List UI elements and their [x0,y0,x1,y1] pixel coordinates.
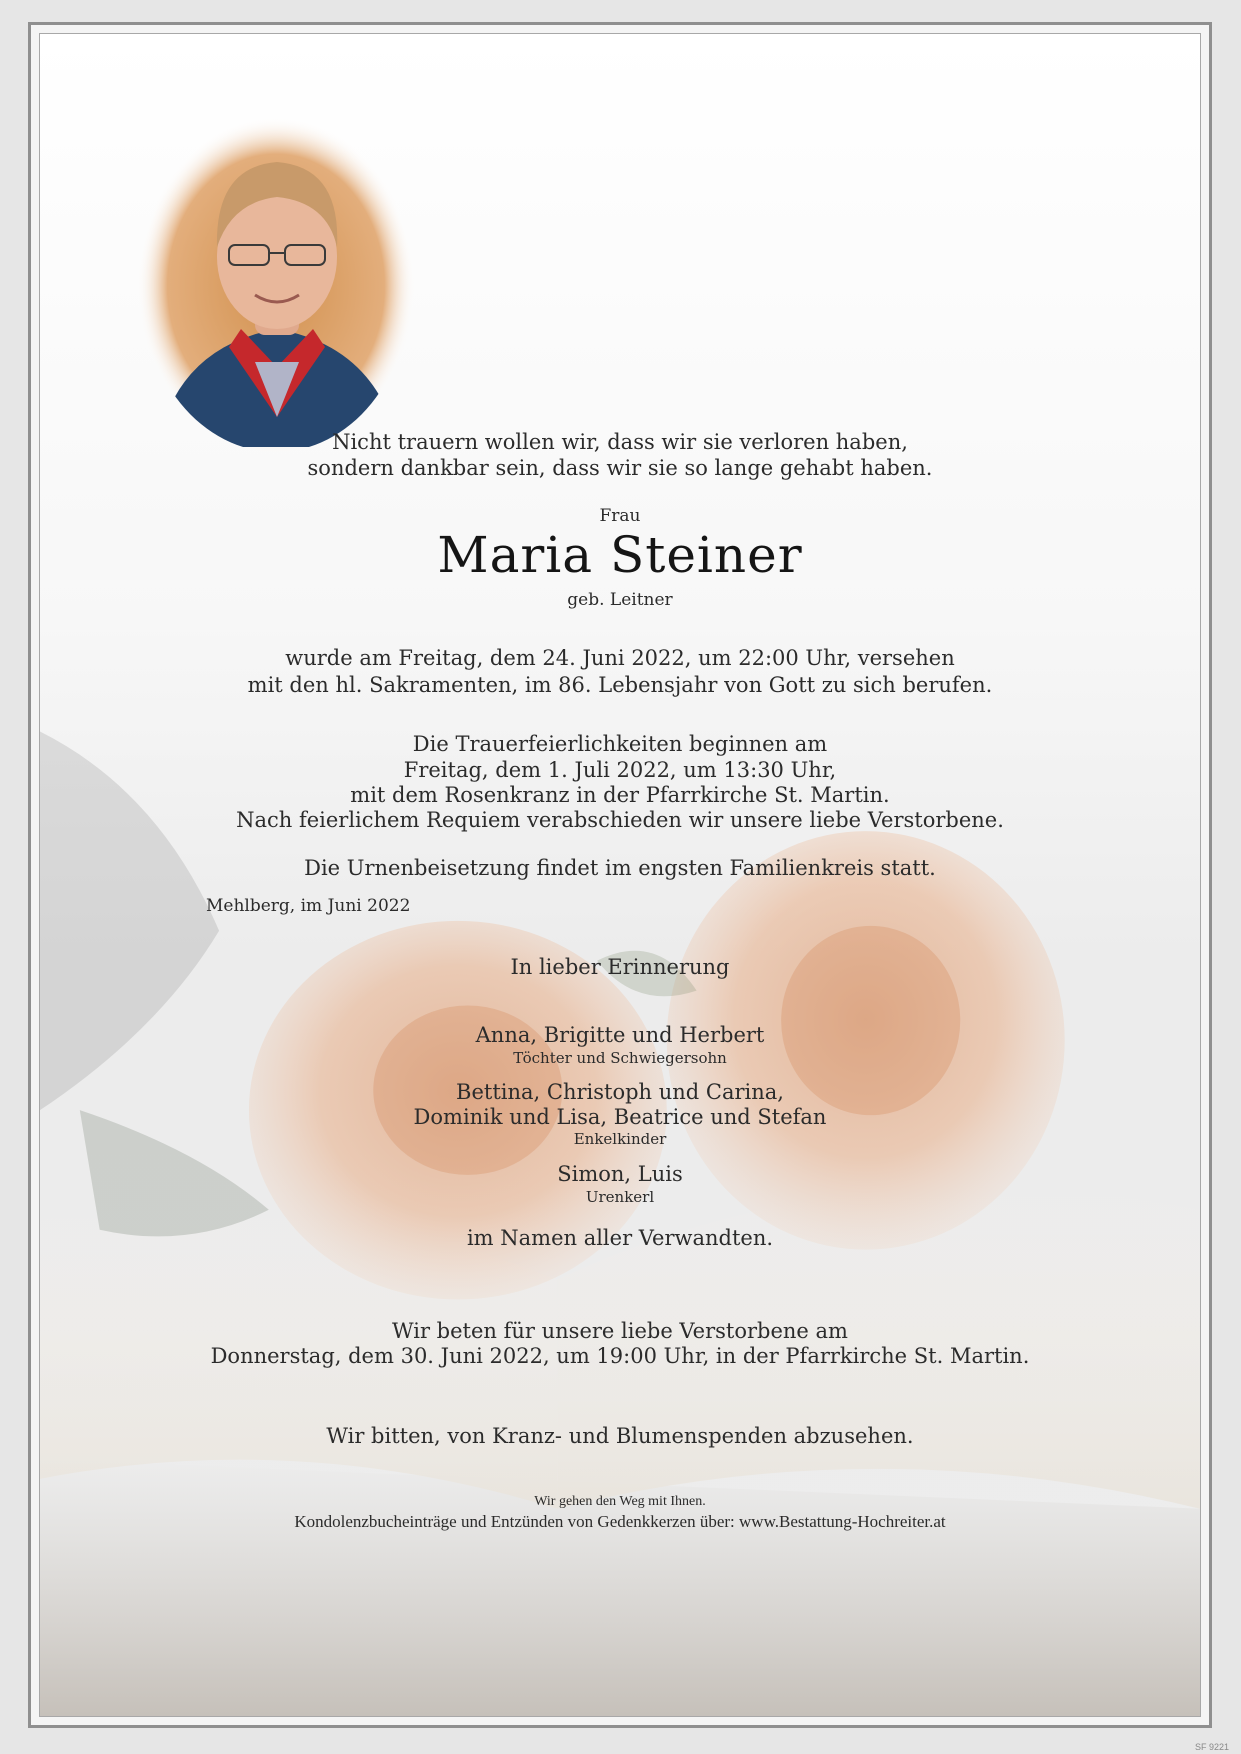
remembrance-heading: In lieber Erinnerung [510,955,730,979]
mourner-names: Bettina, Christoph und Carina, [456,1080,784,1104]
deceased-title: Frau [599,506,641,526]
prayer-line-1: Wir beten für unsere liebe Verstorbene am [392,1319,848,1343]
ceremony-line-1: Die Trauerfeierlichkeiten beginnen am [412,732,828,756]
quote-line-1: Nicht trauern wollen wir, dass wir sie verloren haben, [332,430,908,454]
obituary-text [40,34,1200,1716]
urn-burial-notice: Die Urnenbeisetzung findet im engsten Familienkreis statt. [304,856,936,880]
death-notice-line-1: wurde am Freitag, dem 24. Juni 2022, um 22:00 Uhr, versehen [285,646,955,670]
mourner-names: Dominik und Lisa, Beatrice und Stefan [413,1105,827,1129]
prayer-line-2: Donnerstag, dem 30. Juni 2022, um 19:00 Uhr, in der Pfarrkirche St. Martin. [210,1344,1030,1368]
death-notice-line-2: mit den hl. Sakramenten, im 86. Lebensjahr von Gott zu sich berufen. [247,673,993,697]
footer-condolence-link: Kondolenzbucheinträge und Entzünden von Gedenkkerzen über: www.Bestattung-Hochreiter.at [294,1512,946,1531]
obituary-card [39,33,1201,1717]
ceremony-line-4: Nach feierlichem Requiem verabschieden wir unsere liebe Verstorbene. [236,808,1004,832]
mourner-names: Simon, Luis [557,1162,683,1186]
donation-request: Wir bitten, von Kranz- und Blumenspenden abzusehen. [326,1424,914,1448]
footer-slogan: Wir gehen den Weg mit Ihnen. [534,1494,706,1509]
mourner-names: Anna, Brigitte und Herbert [475,1023,765,1047]
relatives-line: im Namen aller Verwandten. [466,1226,774,1250]
quote-line-2: sondern dankbar sein, dass wir sie so lange gehabt haben. [307,456,933,480]
ceremony-line-3: mit dem Rosenkranz in der Pfarrkirche St. Martin. [350,783,890,807]
mourner-relation: Enkelkinder [573,1130,667,1148]
template-code: SF 9221 [1194,1742,1229,1752]
place-and-date: Mehlberg, im Juni 2022 [206,896,411,916]
mourner-relation: Urenkerl [585,1188,655,1206]
ceremony-line-2: Freitag, dem 1. Juli 2022, um 13:30 Uhr, [403,758,837,782]
mourner-relation: Töchter und Schwiegersohn [513,1049,727,1067]
deceased-name: Maria Steiner [437,526,803,584]
maiden-name: geb. Leitner [567,590,673,610]
obituary-frame [28,22,1212,1728]
